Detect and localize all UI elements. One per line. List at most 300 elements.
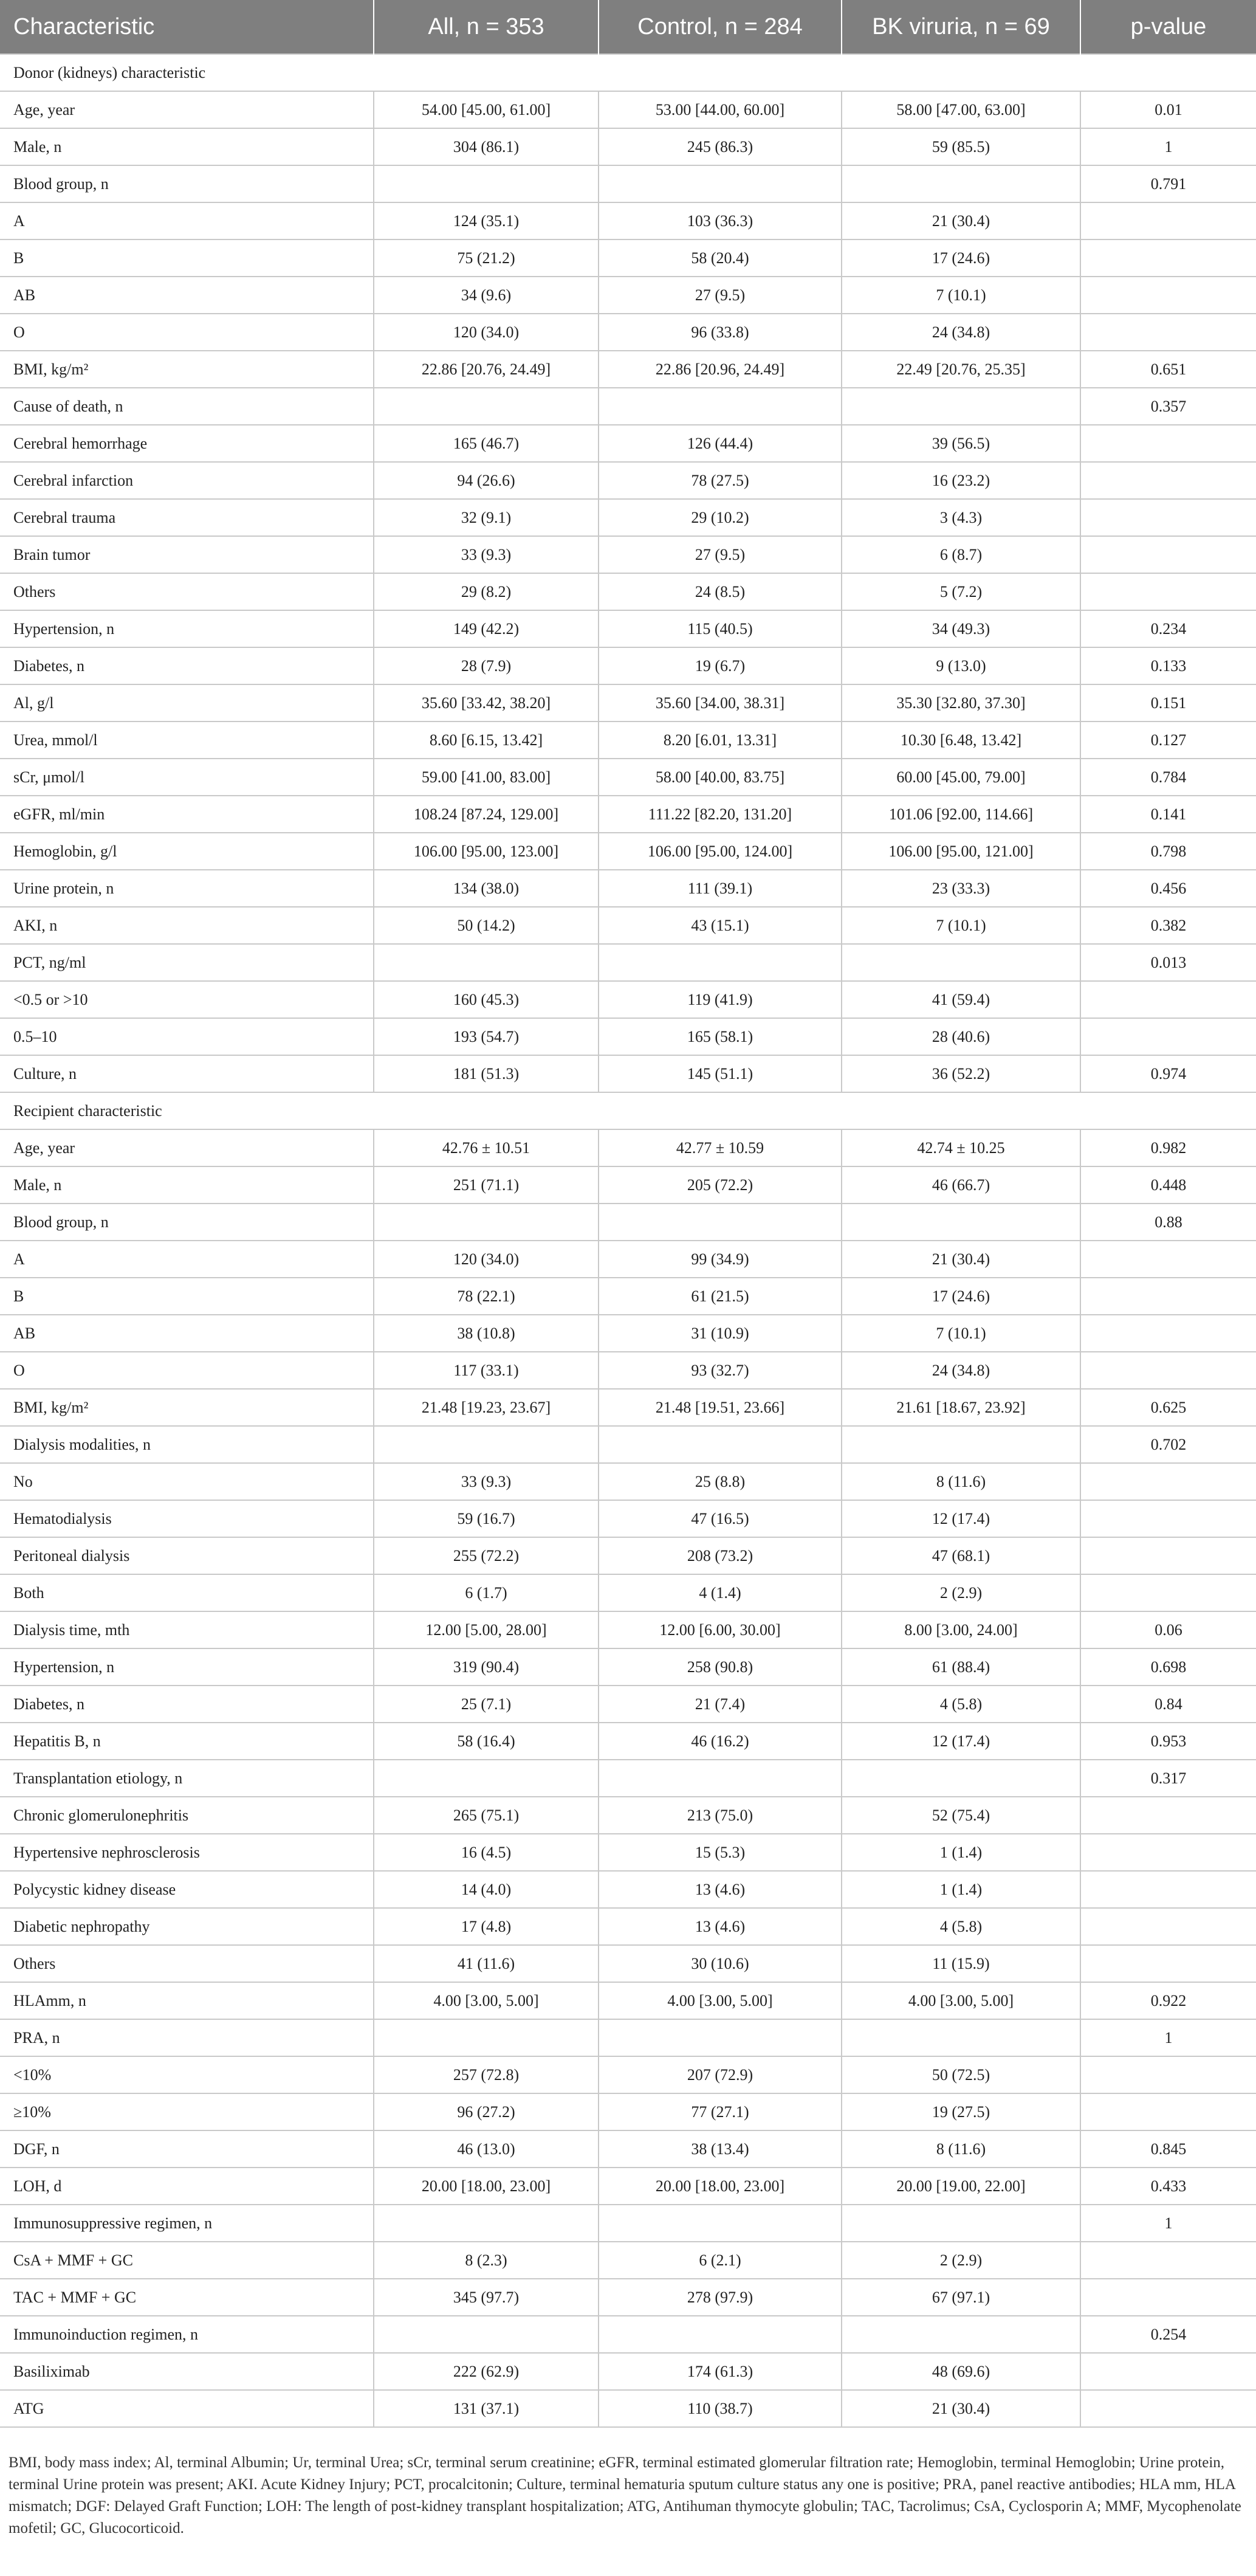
row-label: Hypertension, n [0,1648,374,1686]
table-row [0,2019,1256,2056]
table-row [0,1166,1256,1204]
cell-p-value: 0.84 [1080,1686,1256,1723]
cell-control: 12.00 [6.00, 30.00] [599,1611,842,1648]
row-label: Polycystic kidney disease [0,1871,374,1908]
cell-p-value: 0.698 [1080,1648,1256,1686]
row-label: Culture, n [0,1055,374,1092]
cell-p-value [1080,1834,1256,1871]
row-label: Male, n [0,128,374,165]
cell-all: 251 (71.1) [374,1166,599,1204]
cell-all: 117 (33.1) [374,1352,599,1389]
row-label: Cerebral trauma [0,499,374,536]
cell-control: 46 (16.2) [599,1723,842,1760]
cell-bk-viruria [842,388,1080,425]
cell-control: 13 (4.6) [599,1908,842,1945]
cell-control: 25 (8.8) [599,1463,842,1500]
cell-all: 6 (1.7) [374,1574,599,1611]
cell-control: 58 (20.4) [599,239,842,277]
cell-bk-viruria: 9 (13.0) [842,647,1080,684]
cell-bk-viruria: 17 (24.6) [842,239,1080,277]
table-row [0,91,1256,128]
cell-control [599,388,842,425]
cell-bk-viruria [842,1760,1080,1797]
table-row [0,1760,1256,1797]
cell-all [374,1204,599,1241]
table-row [0,1315,1256,1352]
cell-p-value [1080,2093,1256,2130]
row-label: Dialysis time, mth [0,1611,374,1648]
table-row [0,796,1256,833]
cell-all: 50 (14.2) [374,907,599,944]
cell-control [599,2316,842,2353]
row-label: B [0,239,374,277]
cell-control: 110 (38.7) [599,2390,842,2427]
row-label: <0.5 or >10 [0,981,374,1018]
cell-all [374,1760,599,1797]
cell-all: 22.86 [20.76, 24.49] [374,351,599,388]
cell-bk-viruria: 12 (17.4) [842,1500,1080,1537]
cell-p-value: 0.013 [1080,944,1256,981]
row-label: O [0,1352,374,1389]
cell-p-value [1080,1574,1256,1611]
table-row [0,610,1256,647]
cell-control: 61 (21.5) [599,1278,842,1315]
row-label: Male, n [0,1166,374,1204]
cell-bk-viruria: 7 (10.1) [842,277,1080,314]
cell-bk-viruria: 4 (5.8) [842,1908,1080,1945]
cell-p-value: 0.448 [1080,1166,1256,1204]
cell-p-value [1080,1241,1256,1278]
table-row [0,684,1256,721]
header-control: Control, n = 284 [599,0,842,54]
cell-p-value: 0.953 [1080,1723,1256,1760]
cell-control: 38 (13.4) [599,2130,842,2168]
cell-all: 8 (2.3) [374,2242,599,2279]
table-row [0,1945,1256,1982]
header-characteristic: Characteristic [0,0,374,54]
cell-bk-viruria: 1 (1.4) [842,1834,1080,1871]
cell-p-value [1080,202,1256,239]
table-row [0,165,1256,202]
cell-control: 174 (61.3) [599,2353,842,2390]
table-row [0,1389,1256,1426]
table-row [0,462,1256,499]
cell-control: 19 (6.7) [599,647,842,684]
row-label: Hypertension, n [0,610,374,647]
table-row [0,573,1256,610]
row-label: Hepatitis B, n [0,1723,374,1760]
cell-p-value: 0.784 [1080,759,1256,796]
cell-p-value: 1 [1080,128,1256,165]
cell-p-value: 0.01 [1080,91,1256,128]
cell-all: 28 (7.9) [374,647,599,684]
cell-p-value: 0.845 [1080,2130,1256,2168]
cell-bk-viruria: 52 (75.4) [842,1797,1080,1834]
table-row [0,1648,1256,1686]
row-label: Hemoglobin, g/l [0,833,374,870]
cell-control: 111.22 [82.20, 131.20] [599,796,842,833]
cell-all: 124 (35.1) [374,202,599,239]
row-label: LOH, d [0,2168,374,2205]
cell-all: 34 (9.6) [374,277,599,314]
row-label: No [0,1463,374,1500]
cell-all: 193 (54.7) [374,1018,599,1055]
cell-bk-viruria: 21 (30.4) [842,2390,1080,2427]
row-label: Diabetes, n [0,1686,374,1723]
cell-all: 38 (10.8) [374,1315,599,1352]
table-row [0,1426,1256,1463]
cell-bk-viruria: 50 (72.5) [842,2056,1080,2093]
cell-control [599,1426,842,1463]
cell-p-value [1080,1315,1256,1352]
cell-all: 8.60 [6.15, 13.42] [374,721,599,759]
cell-all: 160 (45.3) [374,981,599,1018]
cell-control: 106.00 [95.00, 124.00] [599,833,842,870]
cell-all: 25 (7.1) [374,1686,599,1723]
cell-p-value [1080,1500,1256,1537]
row-label: Chronic glomerulonephritis [0,1797,374,1834]
cell-control: 119 (41.9) [599,981,842,1018]
cell-all: 29 (8.2) [374,573,599,610]
cell-p-value: 0.974 [1080,1055,1256,1092]
cell-bk-viruria: 46 (66.7) [842,1166,1080,1204]
table-row [0,499,1256,536]
cell-control: 27 (9.5) [599,536,842,573]
cell-bk-viruria [842,1204,1080,1241]
cell-all: 4.00 [3.00, 5.00] [374,1982,599,2019]
table-row [0,1908,1256,1945]
row-label: Al, g/l [0,684,374,721]
cell-p-value: 0.141 [1080,796,1256,833]
cell-p-value: 0.06 [1080,1611,1256,1648]
row-label: Blood group, n [0,1204,374,1241]
cell-bk-viruria: 16 (23.2) [842,462,1080,499]
cell-p-value [1080,314,1256,351]
table-row [0,425,1256,462]
cell-control: 6 (2.1) [599,2242,842,2279]
cell-p-value: 0.433 [1080,2168,1256,2205]
row-label: Blood group, n [0,165,374,202]
row-label: AB [0,1315,374,1352]
cell-all: 134 (38.0) [374,870,599,907]
row-label: eGFR, ml/min [0,796,374,833]
row-label: DGF, n [0,2130,374,2168]
table-row [0,1982,1256,2019]
cell-p-value: 1 [1080,2019,1256,2056]
cell-control: 30 (10.6) [599,1945,842,1982]
row-label: Age, year [0,1129,374,1166]
cell-control: 258 (90.8) [599,1648,842,1686]
cell-control: 96 (33.8) [599,314,842,351]
cell-bk-viruria: 21.61 [18.67, 23.92] [842,1389,1080,1426]
cell-bk-viruria [842,2019,1080,2056]
cell-all: 41 (11.6) [374,1945,599,1982]
cell-all [374,165,599,202]
table-row [0,1500,1256,1537]
row-label: Immunosuppressive regimen, n [0,2205,374,2242]
cell-all: 222 (62.9) [374,2353,599,2390]
table-row [0,1352,1256,1389]
cell-bk-viruria: 6 (8.7) [842,536,1080,573]
row-label: Urea, mmol/l [0,721,374,759]
cell-p-value [1080,1018,1256,1055]
cell-all: 255 (72.2) [374,1537,599,1574]
cell-p-value [1080,462,1256,499]
row-label: Cause of death, n [0,388,374,425]
table-row [0,2205,1256,2242]
table-row [0,536,1256,573]
table-row [0,1241,1256,1278]
cell-p-value: 0.254 [1080,2316,1256,2353]
cell-p-value [1080,1945,1256,1982]
row-label: HLAmm, n [0,1982,374,2019]
cell-control: 35.60 [34.00, 38.31] [599,684,842,721]
cell-bk-viruria: 101.06 [92.00, 114.66] [842,796,1080,833]
table-row [0,1797,1256,1834]
row-label: Basiliximab [0,2353,374,2390]
header-bk-viruria: BK viruria, n = 69 [842,0,1080,54]
table-row [0,1537,1256,1574]
cell-all: 131 (37.1) [374,2390,599,2427]
cell-control: 8.20 [6.01, 13.31] [599,721,842,759]
cell-control: 15 (5.3) [599,1834,842,1871]
table-row [0,202,1256,239]
cell-bk-viruria: 3 (4.3) [842,499,1080,536]
cell-all: 78 (22.1) [374,1278,599,1315]
section-header-row [0,1092,1256,1129]
row-label: ATG [0,2390,374,2427]
cell-bk-viruria: 59 (85.5) [842,128,1080,165]
cell-p-value [1080,2279,1256,2316]
cell-bk-viruria: 8 (11.6) [842,1463,1080,1500]
cell-p-value [1080,277,1256,314]
cell-all: 59.00 [41.00, 83.00] [374,759,599,796]
table-header-row [0,0,1256,54]
cell-p-value: 0.456 [1080,870,1256,907]
table-row [0,1018,1256,1055]
cell-control: 208 (73.2) [599,1537,842,1574]
row-label: <10% [0,2056,374,2093]
cell-p-value: 0.317 [1080,1760,1256,1797]
cell-control: 31 (10.9) [599,1315,842,1352]
cell-bk-viruria: 7 (10.1) [842,1315,1080,1352]
row-label: Age, year [0,91,374,128]
cell-bk-viruria: 61 (88.4) [842,1648,1080,1686]
cell-all: 59 (16.7) [374,1500,599,1537]
table-row [0,1463,1256,1500]
cell-all: 265 (75.1) [374,1797,599,1834]
cell-control [599,2019,842,2056]
cell-p-value [1080,2390,1256,2427]
header-all: All, n = 353 [374,0,599,54]
cell-p-value [1080,536,1256,573]
row-label: 0.5–10 [0,1018,374,1055]
cell-p-value [1080,1908,1256,1945]
cell-bk-viruria [842,165,1080,202]
row-label: Immunoinduction regimen, n [0,2316,374,2353]
cell-bk-viruria: 67 (97.1) [842,2279,1080,2316]
cell-bk-viruria: 21 (30.4) [842,1241,1080,1278]
cell-bk-viruria: 36 (52.2) [842,1055,1080,1092]
row-label: PRA, n [0,2019,374,2056]
cell-all: 42.76 ± 10.51 [374,1129,599,1166]
cell-p-value: 0.133 [1080,647,1256,684]
cell-control: 165 (58.1) [599,1018,842,1055]
row-label: Diabetic nephropathy [0,1908,374,1945]
cell-p-value: 0.234 [1080,610,1256,647]
cell-p-value: 0.88 [1080,1204,1256,1241]
cell-bk-viruria: 8.00 [3.00, 24.00] [842,1611,1080,1648]
cell-p-value [1080,1871,1256,1908]
cell-bk-viruria: 24 (34.8) [842,314,1080,351]
table-row [0,647,1256,684]
cell-p-value: 0.382 [1080,907,1256,944]
table-row [0,1574,1256,1611]
cell-control: 103 (36.3) [599,202,842,239]
cell-p-value [1080,981,1256,1018]
table-row [0,1129,1256,1166]
table-row [0,128,1256,165]
row-label: A [0,202,374,239]
cell-p-value: 0.127 [1080,721,1256,759]
cell-bk-viruria: 11 (15.9) [842,1945,1080,1982]
cell-p-value: 0.798 [1080,833,1256,870]
cell-control: 213 (75.0) [599,1797,842,1834]
table-footnote: BMI, body mass index; Al, terminal Albumin; Ur, terminal Urea; sCr, terminal serum creatinine; eGFR, terminal estimated glomerular filtration rate; Hemoglobin, terminal Hemoglobin; Urine protein, terminal Urine protein was present; AKI. Acute Kidney Injury; PCT, procalcitonin; Culture, terminal hematuria sputum culture status any one is positive; PRA, panel reactive antibodies; HLA mm, HLA mismatch; DGF: Delayed Graft Function; LOH: The length of post-kidney transplant hospitalization; ATG, Antihuman thymocyte globulin; TAC, Tacrolimus; CsA, Cyclosporin A; MMF, Mycophenolate mofetil; GC, Glucocorticoid. [9,2454,1241,2536]
cell-control [599,165,842,202]
cell-bk-viruria: 106.00 [95.00, 121.00] [842,833,1080,870]
row-label: Cerebral infarction [0,462,374,499]
cell-all: 33 (9.3) [374,536,599,573]
cell-control: 115 (40.5) [599,610,842,647]
cell-all: 58 (16.4) [374,1723,599,1760]
cell-bk-viruria: 19 (27.5) [842,2093,1080,2130]
cell-p-value: 0.791 [1080,165,1256,202]
cell-bk-viruria: 4 (5.8) [842,1686,1080,1723]
cell-bk-viruria: 5 (7.2) [842,573,1080,610]
row-label: BMI, kg/m² [0,351,374,388]
table-row [0,239,1256,277]
cell-p-value [1080,1797,1256,1834]
cell-all: 108.24 [87.24, 129.00] [374,796,599,833]
cell-all: 165 (46.7) [374,425,599,462]
table-row [0,1871,1256,1908]
cell-all: 120 (34.0) [374,1241,599,1278]
table-row [0,721,1256,759]
header-p-value: p-value [1080,0,1256,54]
cell-control: 278 (97.9) [599,2279,842,2316]
cell-p-value: 0.625 [1080,1389,1256,1426]
cell-p-value [1080,1278,1256,1315]
cell-all: 46 (13.0) [374,2130,599,2168]
table-row [0,2093,1256,2130]
cell-all [374,944,599,981]
row-label: Hematodialysis [0,1500,374,1537]
cell-all [374,2205,599,2242]
cell-bk-viruria: 22.49 [20.76, 25.35] [842,351,1080,388]
row-label: Urine protein, n [0,870,374,907]
row-label: Both [0,1574,374,1611]
row-label: Hypertensive nephrosclerosis [0,1834,374,1871]
cell-control: 245 (86.3) [599,128,842,165]
cell-p-value [1080,1463,1256,1500]
cell-bk-viruria: 10.30 [6.48, 13.42] [842,721,1080,759]
cell-control [599,1760,842,1797]
table-row [0,2168,1256,2205]
cell-control: 21 (7.4) [599,1686,842,1723]
table-row [0,2242,1256,2279]
table-row [0,388,1256,425]
cell-bk-viruria: 7 (10.1) [842,907,1080,944]
table-row [0,1611,1256,1648]
cell-bk-viruria: 24 (34.8) [842,1352,1080,1389]
cell-control: 126 (44.4) [599,425,842,462]
cell-control: 207 (72.9) [599,2056,842,2093]
cell-all: 17 (4.8) [374,1908,599,1945]
table-row [0,1686,1256,1723]
table-row [0,2316,1256,2353]
cell-all: 35.60 [33.42, 38.20] [374,684,599,721]
cell-control: 4 (1.4) [599,1574,842,1611]
table-body [0,54,1256,2427]
cell-bk-viruria [842,2316,1080,2353]
cell-control: 22.86 [20.96, 24.49] [599,351,842,388]
cell-control: 145 (51.1) [599,1055,842,1092]
cell-bk-viruria: 23 (33.3) [842,870,1080,907]
row-label: Others [0,1945,374,1982]
cell-all [374,2316,599,2353]
cell-bk-viruria: 28 (40.6) [842,1018,1080,1055]
cell-p-value [1080,1352,1256,1389]
cell-all: 304 (86.1) [374,128,599,165]
table-row [0,1834,1256,1871]
table-row [0,1204,1256,1241]
row-label: Others [0,573,374,610]
cell-control: 111 (39.1) [599,870,842,907]
table-row [0,1055,1256,1092]
cell-bk-viruria [842,2205,1080,2242]
table-row [0,314,1256,351]
table-row [0,981,1256,1018]
cell-all [374,388,599,425]
cell-p-value: 0.922 [1080,1982,1256,2019]
cell-bk-viruria: 1 (1.4) [842,1871,1080,1908]
cell-all: 319 (90.4) [374,1648,599,1686]
cell-control [599,2205,842,2242]
cell-control: 29 (10.2) [599,499,842,536]
cell-all: 12.00 [5.00, 28.00] [374,1611,599,1648]
cell-control: 47 (16.5) [599,1500,842,1537]
cell-all: 257 (72.8) [374,2056,599,2093]
cell-bk-viruria [842,944,1080,981]
cell-bk-viruria: 34 (49.3) [842,610,1080,647]
table-row [0,907,1256,944]
cell-control: 24 (8.5) [599,573,842,610]
cell-all: 33 (9.3) [374,1463,599,1500]
cell-bk-viruria: 2 (2.9) [842,2242,1080,2279]
cell-bk-viruria: 4.00 [3.00, 5.00] [842,1982,1080,2019]
table-row [0,2353,1256,2390]
cell-bk-viruria: 17 (24.6) [842,1278,1080,1315]
cell-all [374,1426,599,1463]
cell-all: 149 (42.2) [374,610,599,647]
row-label: Cerebral hemorrhage [0,425,374,462]
table-row [0,277,1256,314]
row-label: O [0,314,374,351]
cell-all: 20.00 [18.00, 23.00] [374,2168,599,2205]
cell-p-value: 0.982 [1080,1129,1256,1166]
cell-p-value [1080,425,1256,462]
